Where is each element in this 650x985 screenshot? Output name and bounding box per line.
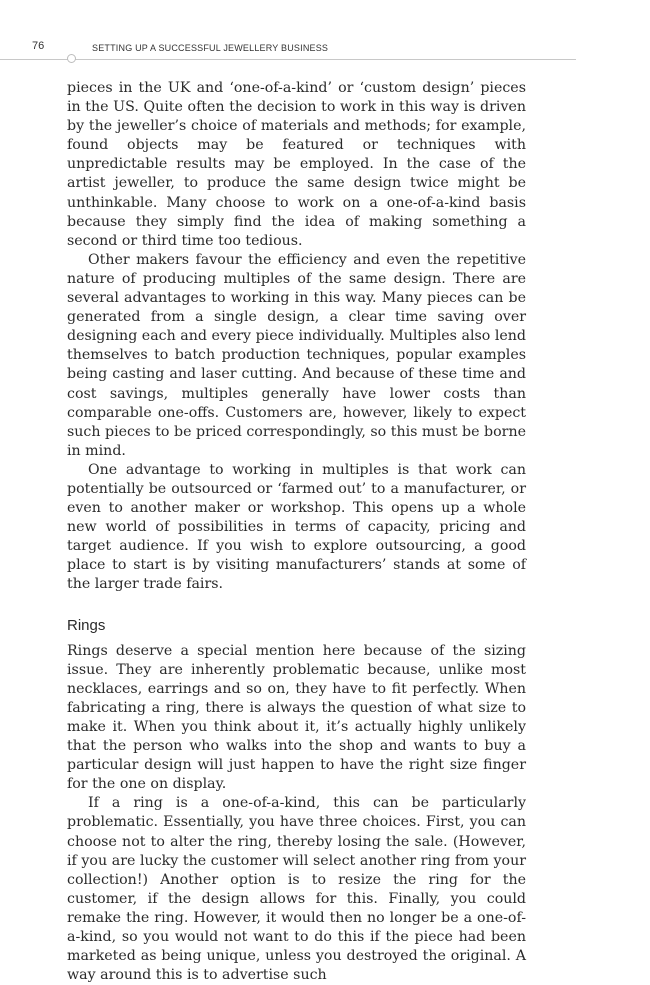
paragraph-1: pieces in the UK and ‘one-of-a-kind’ or ‘custom design’ pieces in the US. Quite often the decision to work in this way is driven by the jeweller’s choice of materials and methods; for example, found objects may be featured or techniques with unpredictable results may be employed. In the case of the artist jeweller, to produce the same design twice might be unthinkable. Many choose to work on a one-of-a-kind basis because they simply find the idea of making something a second or third time too tedious. (67, 80, 526, 249)
section-heading: Rings (67, 616, 106, 634)
page-body (67, 79, 526, 985)
running-head: SETTING UP A SUCCESSFUL JEWELLERY BUSINESS (92, 43, 329, 53)
header-dot-ornament (67, 54, 76, 63)
paragraph-2: Other makers favour the efficiency and even the repetitive nature of producing multiples of the same design. There are several advantages to working in this way. Many pieces can be generated from a single design, a clear time saving over designing each and every piece individually. Multiples also lend themselves to batch production techniques, popular examples being casting and laser cutting. And because of these time and cost savings, multiples generally have lower costs than comparable one-offs. Customers are, however, likely to expect such pieces to be priced correspondingly, so this must be borne in mind. (67, 251, 526, 459)
paragraph-5: If a ring is a one-of-a-kind, this can be particularly problematic. Essentially, you have three choices. First, you can choose not to alter the ring, thereby losing the sale. (However, if you are lucky the customer will select another ring from your collection!) Another option is to resize the ring for the customer, if the design allows for this. Finally, you could remake the ring. However, it would then no longer be a one-of-a-kind, so you would not want to do this if the piece had been marketed as being unique, unless you destroyed the original. A way around this is to advertise such (67, 795, 526, 984)
page-number: 76 (32, 40, 45, 52)
paragraph-4: Rings deserve a special mention here because of the sizing issue. They are inherently problematic because, unlike most necklaces, earrings and so on, they have to fit perfectly. When fabricating a ring, there is always the question of what size to make it. When you think about it, it’s actually highly unlikely that the person who walks into the shop and wants to buy a particular design will just happen to have the right size finger for the one on display. (67, 642, 526, 793)
paragraph-3: One advantage to working in multiples is that work can potentially be outsourced or ‘farmed out’ to a manufacturer, or even to another maker or workshop. This opens up a whole new world of possibilities in terms of capacity, pricing and target audience. If you wish to explore outsourcing, a good place to start is by visiting manufacturers’ stands at some of the larger trade fairs. (67, 461, 526, 593)
header-rule (0, 59, 576, 60)
